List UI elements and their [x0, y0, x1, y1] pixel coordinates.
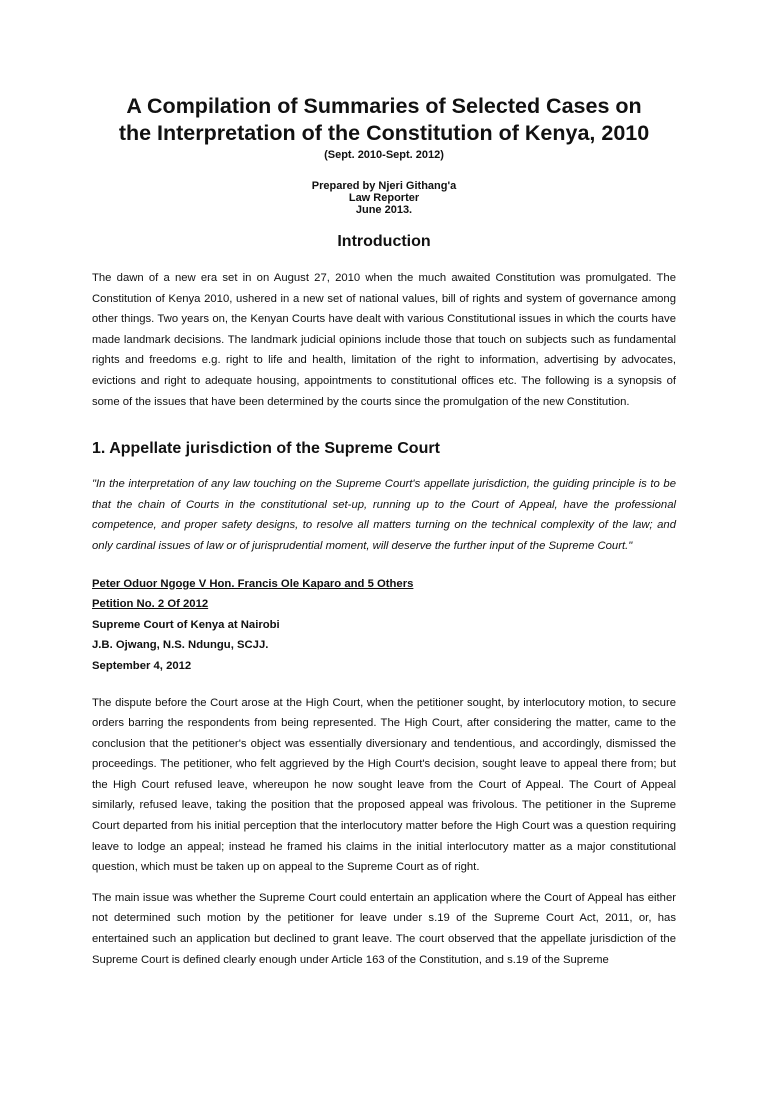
publication-date: June 2013.	[355, 204, 413, 216]
case-petition: Petition No. 2 Of 2012	[92, 598, 209, 611]
introduction-paragraph: The dawn of a new era set in on August 27, 2010 when the much awaited Constitution was promulgated. The Constitution of Kenya 2010, ushered in a new set of national values, bill of rights and system of governance among other things. Two years on, the Kenyan Courts have dealt with various Constitutional issues in which the courts have made landmark decisions. The landmark judicial opinions include those that touch on subjects such as fundamental rights and freedoms e.g. right to life and health, limitation of the right to information, advertising by advocates, evictions and right to adequate housing, appointments to constitutional offices etc. The following is a synopsis of some of the issues that have been determined by the courts since the promulgation of the new Constitution.	[92, 272, 676, 408]
author-block	[92, 180, 676, 216]
section-1-paragraph-2: The main issue was whether the Supreme Court could entertain an application where the Court of Appeal has either not determined such motion by the petitioner for leave under s.19 of the Supreme Court Act, 2011, or, has entertained such an application but declined to grant leave. The court observed that the appellate jurisdiction of the Supreme Court is defined clearly enough under Article 163 of the Constitution, and s.19 of the Supreme	[92, 891, 676, 966]
title-line-2: the Interpretation of the Constitution of Kenya, 2010	[118, 121, 650, 145]
case-citation	[92, 574, 676, 677]
author-role: Law Reporter	[348, 192, 420, 204]
case-judges: J.B. Ojwang, N.S. Ndungu, SCJJ.	[92, 639, 269, 652]
case-court: Supreme Court of Kenya at Nairobi	[92, 618, 280, 631]
case-name: Peter Oduor Ngoge V Hon. Francis Ole Kaparo and 5 Others	[92, 577, 414, 590]
section-1-paragraph-1: The dispute before the Court arose at the High Court, when the petitioner sought, by interlocutory motion, to secure orders barring the respondents from being represented. The High Court, after considering the matter, came to the conclusion that the petitioner's object was essentially diversionary and tendentious, and accordingly, dismissed the proceedings. The petitioner, who felt aggrieved by the High Court's decision, sought leave to appeal there from; but the High Court refused leave, whereupon he now sought leave from the Court of Appeal. The Court of Appeal similarly, refused leave, taking the position that the proposed appeal was frivolous. The petitioner in the Supreme Court departed from his initial perception that the interlocutory matter before the High Court was a question requiring leave to lodge an appeal; instead he framed his claims in the initial interlocutory matter as a major constitutional question, which must be taken up on appeal to the Supreme Court as of right.	[92, 696, 676, 874]
section-1-quote: "In the interpretation of any law touching on the Supreme Court's appellate jurisdiction, the guiding principle is to be that the chain of Courts in the constitutional set-up, running up to the Court of Appeal, have the professional competence, and proper safety designs, to resolve all matters turning on the technical complexity of the law; and only cardinal issues of law or of jurisprudential moment, will deserve the further input of the Supreme Court."	[92, 478, 676, 552]
case-date: September 4, 2012	[92, 659, 192, 672]
prepared-by: Prepared by Njeri Githang'a	[311, 180, 457, 192]
introduction-heading: Introduction	[337, 233, 431, 250]
title-line-1: A Compilation of Summaries of Selected Cases on	[126, 94, 642, 118]
document-page	[0, 93, 768, 1117]
section-1-heading: 1. Appellate jurisdiction of the Supreme Court	[92, 440, 440, 458]
document-title	[92, 93, 676, 147]
period-subtitle: (Sept. 2010-Sept. 2012)	[324, 149, 444, 161]
